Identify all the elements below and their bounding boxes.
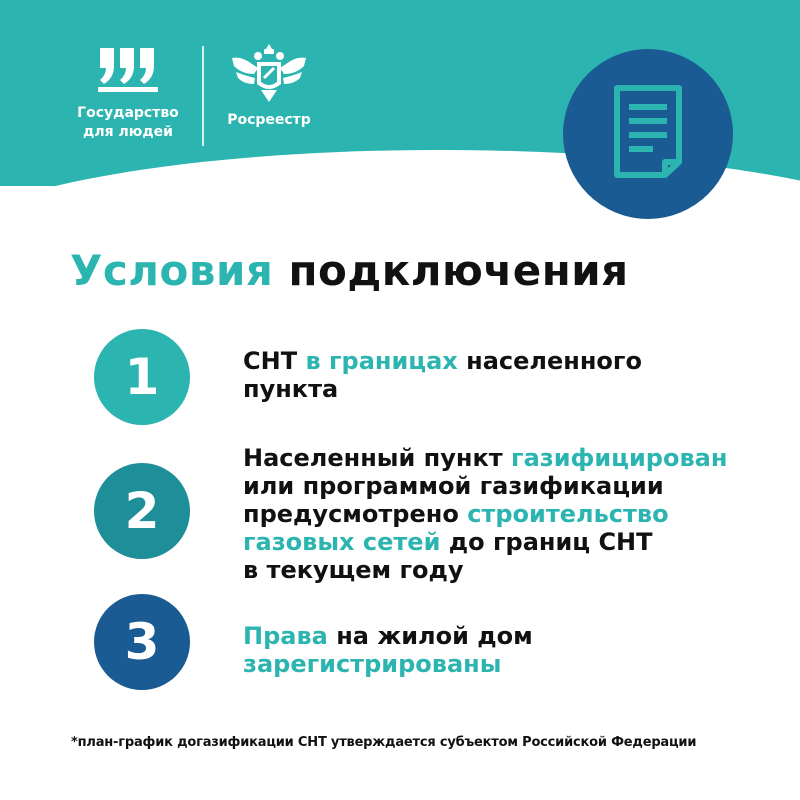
condition-text-segment: в текущем году: [243, 556, 464, 584]
condition-text-segment: СНТ: [243, 347, 306, 375]
step-number-3: 3: [94, 594, 190, 690]
highlighted-text: газифицирован: [511, 444, 728, 472]
gov-logo: [58, 44, 198, 142]
condition-text-segment: предусмотрено: [243, 500, 468, 528]
rosreestr-logo: [214, 40, 324, 128]
document-icon: [613, 84, 683, 179]
highlighted-text: в границах: [305, 347, 458, 375]
condition-1-text: [243, 347, 783, 403]
double-headed-eagle-icon: [228, 40, 310, 106]
title-part-1: Условия: [70, 246, 274, 295]
document-badge: [563, 49, 733, 219]
step-number-2: 2: [94, 463, 190, 559]
highlighted-text: зарегистрированы: [243, 650, 502, 678]
condition-text-segment: населенного: [457, 347, 642, 375]
rosreestr-label: Росреестр: [227, 112, 311, 128]
gosudarstvo-dlya-lyudey-logo-icon: [96, 44, 160, 94]
condition-2-text: [243, 444, 783, 584]
highlighted-text: строительство: [467, 500, 669, 528]
logo-divider: [202, 46, 204, 146]
gov-logo-line2: для людей: [83, 124, 173, 140]
highlighted-text: Права: [243, 622, 328, 650]
condition-3-text: [243, 622, 783, 678]
page-title: [70, 246, 629, 295]
condition-text-segment: пункта: [243, 375, 339, 403]
gov-logo-line1: Государство: [77, 105, 179, 121]
title-part-2: подключения: [288, 246, 629, 295]
highlighted-text: газовых сетей: [243, 528, 441, 556]
condition-text-segment: или программой газификации: [243, 472, 664, 500]
condition-text-segment: до границ СНТ: [440, 528, 653, 556]
footnote: *план-график догазификации СНТ утверждается субъектом Российской Федерации: [71, 735, 697, 750]
condition-text-segment: на жилой дом: [327, 622, 533, 650]
step-number-1: 1: [94, 329, 190, 425]
condition-text-segment: Населенный пункт: [243, 444, 512, 472]
